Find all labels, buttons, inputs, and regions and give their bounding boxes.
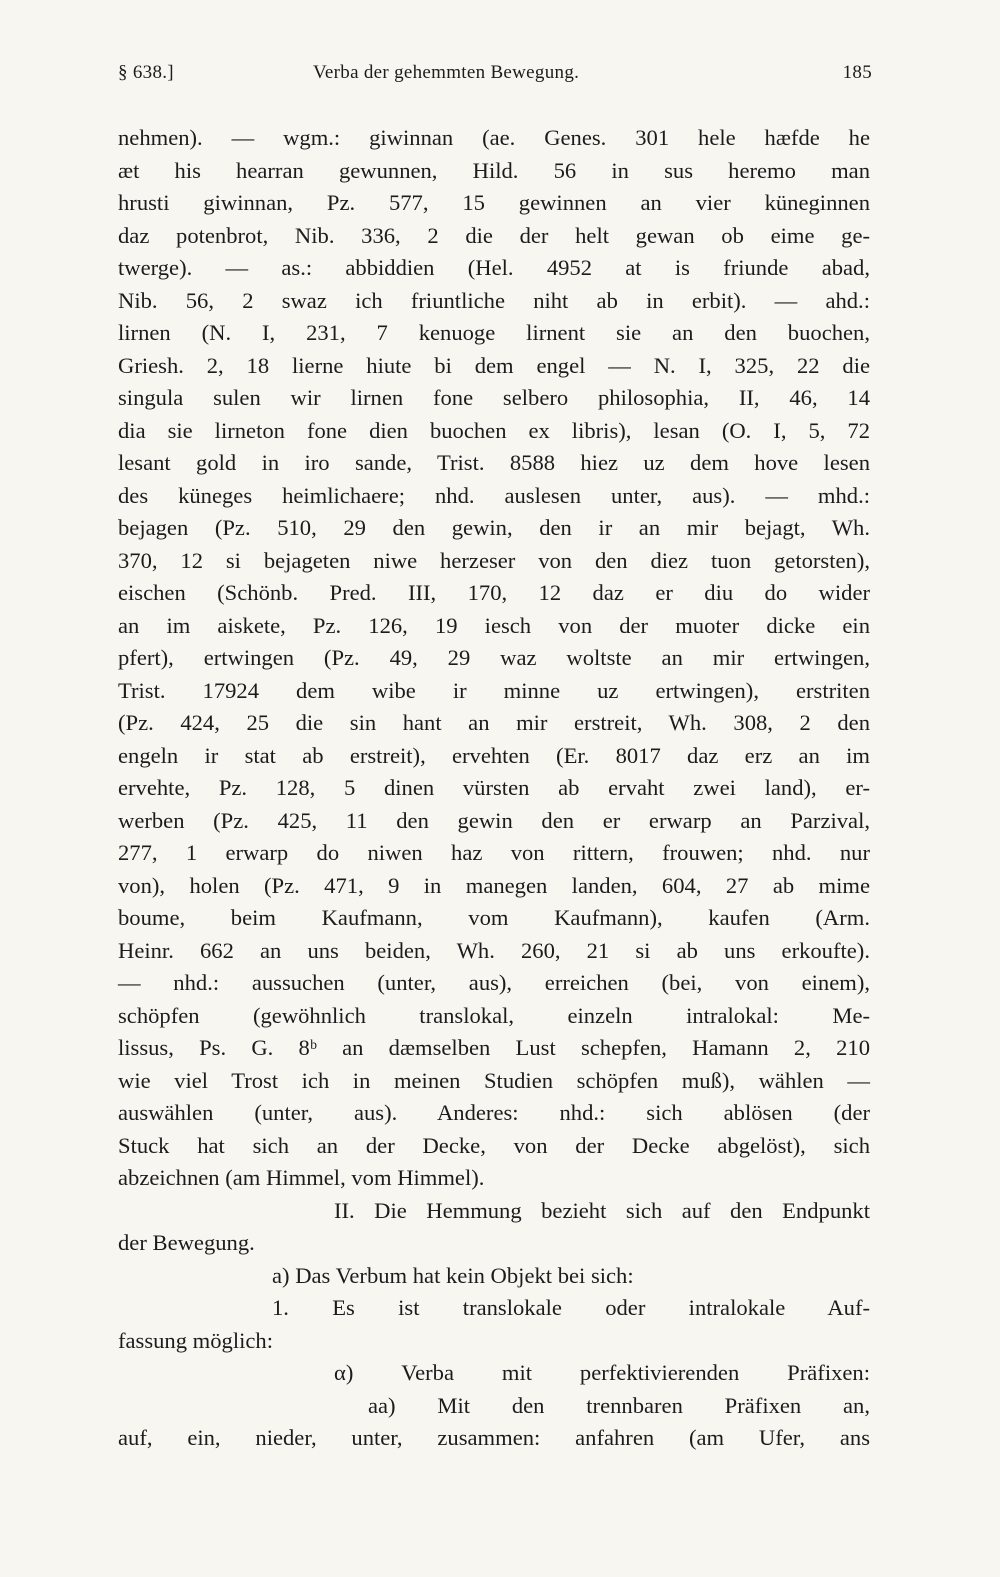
running-title: Verba der gehemmten Bewegung. xyxy=(313,62,580,83)
text-line: engeln ir stat ab erstreit), ervehten (Er. 8017 daz erz an im xyxy=(118,742,870,768)
text-line: boume, beim Kaufmann, vom Kaufmann), kaufen (Arm. xyxy=(118,905,870,930)
text-line: werben (Pz. 425, 11 den gewin den er erwarp an Parzival, xyxy=(118,807,870,833)
text-line: Stuck hat sich an der Decke, von der Decke abgelöst), sich xyxy=(118,1132,870,1158)
text-line: 370, 12 si bejageten niwe herzeser von den diez tuon getorsten), xyxy=(118,547,870,573)
text-line: auswählen (unter, aus). Anderes: nhd.: sich ablösen (der xyxy=(118,1100,870,1125)
text-line: an im aiskete, Pz. 126, 19 iesch von der muoter dicke ein xyxy=(118,612,870,638)
greek-item: α) Verba mit perfektivierenden Präfixen: xyxy=(334,1360,870,1385)
text-line: hrusti giwinnan, Pz. 577, 15 gewinnen an vier küneginnen xyxy=(118,190,870,215)
running-header xyxy=(118,62,872,92)
text-line: abzeichnen (am Himmel, vom Himmel). xyxy=(118,1165,485,1190)
text-line: Heinr. 662 an uns beiden, Wh. 260, 21 si ab uns erkoufte). xyxy=(118,937,870,963)
text-line: 277, 1 erwarp do niwen haz von rittern, frouwen; nhd. nur xyxy=(118,840,870,865)
text-line: eischen (Schönb. Pred. III, 170, 12 daz er diu do wider xyxy=(118,580,870,605)
page-number: 185 xyxy=(842,62,872,83)
text-line: bejagen (Pz. 510, 29 den gewin, den ir an mir bejagt, Wh. xyxy=(118,515,870,540)
text-line: wie viel Trost ich in meinen Studien schöpfen muß), wählen — xyxy=(118,1067,870,1093)
text-line: auf, ein, nieder, unter, zusammen: anfahren (am Ufer, ans xyxy=(118,1425,870,1450)
numbered-item: 1. Es ist translokale oder intralokale Auf- xyxy=(272,1295,870,1320)
text-line: nehmen). — wgm.: giwinnan (ae. Genes. 301 hele hæfde he xyxy=(118,125,870,150)
text-line: (Pz. 424, 25 die sin hant an mir erstreit, Wh. 308, 2 den xyxy=(118,710,870,735)
text-line: dia sie lirneton fone dien buochen ex libris), lesan (O. I, 5, 72 xyxy=(118,417,870,443)
text-line: daz potenbrot, Nib. 336, 2 die der helt gewan ob eime ge- xyxy=(118,222,870,248)
body-text xyxy=(118,122,870,1455)
subsection-heading: a) Das Verbum hat kein Objekt bei sich: xyxy=(272,1262,634,1288)
text-line: schöpfen (gewöhnlich translokal, einzeln intralokal: Me- xyxy=(118,1002,870,1028)
text-line: lissus, Ps. G. 8ᵇ an dæmselben Lust schepfen, Hamann 2, 210 xyxy=(118,1035,870,1060)
subitem-line: aa) Mit den trennbaren Präfixen an, xyxy=(368,1392,870,1418)
text-line: singula sulen wir lirnen fone selbero philosophia, II, 46, 14 xyxy=(118,385,870,410)
text-line: twerge). — as.: abbiddien (Hel. 4952 at is friunde abad, xyxy=(118,255,870,280)
text-line: Nib. 56, 2 swaz ich friuntliche niht ab in erbit). — ahd.: xyxy=(118,287,870,313)
text-line: pfert), ertwingen (Pz. 49, 29 waz woltste an mir ertwingen, xyxy=(118,645,870,670)
text-line: lirnen (N. I, 231, 7 kenuoge lirnent sie an den buochen, xyxy=(118,320,870,345)
section-reference: § 638.] xyxy=(118,62,174,83)
text-line: Trist. 17924 dem wibe ir minne uz ertwingen), erstriten xyxy=(118,677,870,703)
text-line: — nhd.: aussuchen (unter, aus), erreichen (bei, von einem), xyxy=(118,970,870,995)
section-heading-line: II. Die Hemmung bezieht sich auf den Endpunkt xyxy=(334,1197,870,1223)
text-line: æt his hearran gewunnen, Hild. 56 in sus heremo man xyxy=(118,157,870,183)
text-line: Griesh. 2, 18 lierne hiute bi dem engel — N. I, 325, 22 die xyxy=(118,352,870,378)
text-line: ervehte, Pz. 128, 5 dinen vürsten ab ervaht zwei land), er- xyxy=(118,775,870,800)
text-line: fassung möglich: xyxy=(118,1327,274,1353)
text-line: von), holen (Pz. 471, 9 in manegen landen, 604, 27 ab mime xyxy=(118,872,870,898)
text-line: des küneges heimlichaere; nhd. auslesen unter, aus). — mhd.: xyxy=(118,482,870,508)
text-line: lesant gold in iro sande, Trist. 8588 hiez uz dem hove lesen xyxy=(118,450,870,475)
text-line: der Bewegung. xyxy=(118,1230,255,1255)
